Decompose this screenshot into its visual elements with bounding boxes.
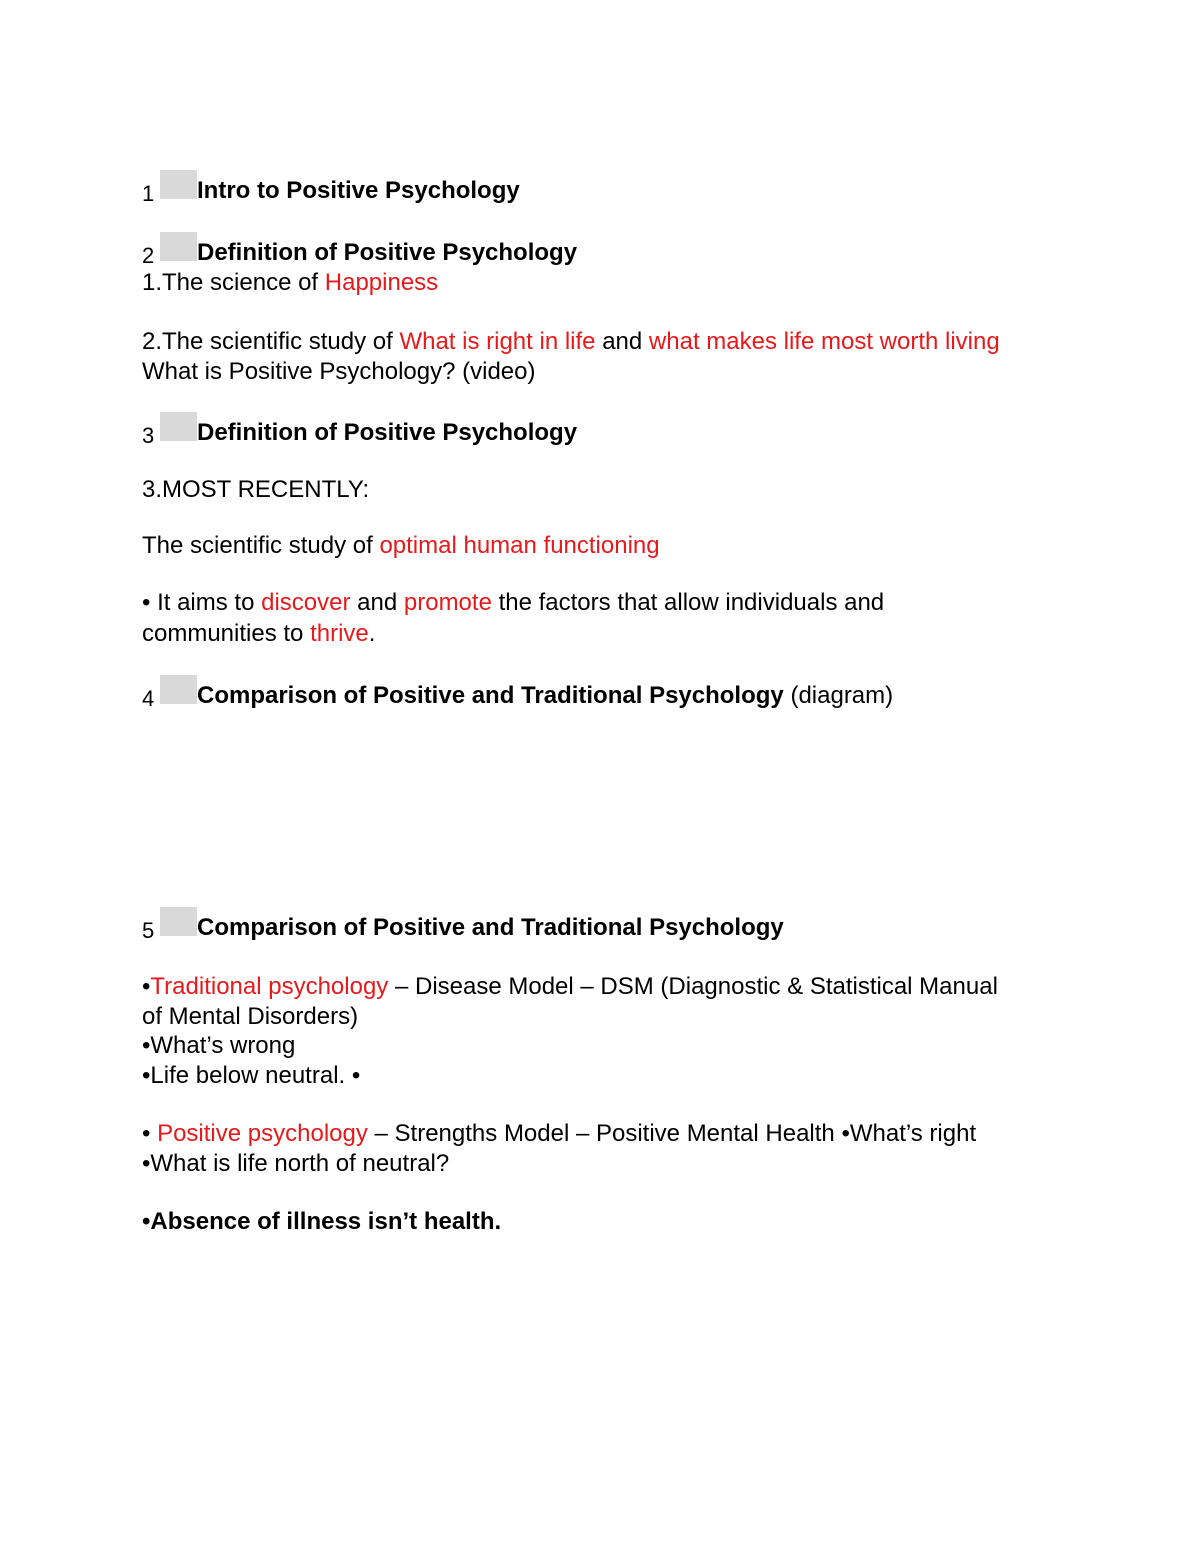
slide-number: 2 xyxy=(142,243,155,268)
aim-line-1 xyxy=(142,588,884,618)
slide-title: Definition of Positive Psychology xyxy=(197,239,578,266)
slide-title-note: (diagram) xyxy=(783,682,894,709)
slide-title-text: Comparison of Positive and Traditional Psychology xyxy=(197,682,784,709)
positive-bullet: • xyxy=(142,1120,158,1147)
slide-number: 4 xyxy=(142,686,155,711)
traditional-item-1: •What’s wrong xyxy=(142,1032,296,1059)
slide-title: Intro to Positive Psychology xyxy=(197,177,520,204)
definition-3-prefix: The scientific study of xyxy=(142,532,380,559)
slide-thumbnail xyxy=(160,675,197,704)
positive-line-1 xyxy=(142,1119,976,1149)
aim-mid-1: and xyxy=(350,589,404,616)
aim2-highlight-thrive: thrive xyxy=(310,620,369,647)
traditional-item-2: •Life below neutral. • xyxy=(142,1062,361,1089)
definition-2 xyxy=(142,327,1000,357)
traditional-bullet: • xyxy=(142,973,151,1000)
video-line: What is Positive Psychology? (video) xyxy=(142,358,536,385)
slide-title xyxy=(197,681,893,711)
traditional-rest: – Disease Model – DSM (Diagnostic & Statistical Manual xyxy=(388,973,998,1000)
traditional-line-2: of Mental Disorders) xyxy=(142,1003,359,1030)
definition-1 xyxy=(142,268,438,298)
definition-3-highlight: optimal human functioning xyxy=(379,532,660,559)
definition-1-prefix: 1.The science of xyxy=(142,269,325,296)
aim2-prefix: communities to xyxy=(142,620,311,647)
slide-thumbnail xyxy=(160,907,197,936)
conclusion-line: •Absence of illness isn’t health. xyxy=(142,1208,502,1235)
slide-title: Comparison of Positive and Traditional Psychology xyxy=(197,914,784,941)
aim-mid-2: the factors that allow individuals and xyxy=(491,589,885,616)
aim-highlight-discover: discover xyxy=(261,589,351,616)
aim-prefix: • It aims to xyxy=(142,589,262,616)
definition-2-prefix: 2.The scientific study of xyxy=(142,328,400,355)
slide-number: 3 xyxy=(142,423,155,448)
traditional-line-1 xyxy=(142,972,998,1002)
aim2-suffix: . xyxy=(368,620,376,647)
aim-highlight-promote: promote xyxy=(403,589,492,616)
positive-item-1: •What is life north of neutral? xyxy=(142,1150,450,1177)
aim-line-2 xyxy=(142,619,375,649)
slide-thumbnail xyxy=(160,170,197,199)
definition-2-middle: and xyxy=(595,328,649,355)
slide-number: 5 xyxy=(142,918,155,943)
definition-2-highlight-2: what makes life most worth living xyxy=(648,328,1000,355)
slide-number: 1 xyxy=(142,181,155,206)
definition-1-highlight: Happiness xyxy=(324,269,439,296)
slide-thumbnail xyxy=(160,412,197,441)
slide-thumbnail xyxy=(160,232,197,261)
definition-2-highlight-1: What is right in life xyxy=(399,328,596,355)
recent-label: 3.MOST RECENTLY: xyxy=(142,476,370,503)
traditional-highlight: Traditional psychology xyxy=(150,973,389,1000)
positive-rest: – Strengths Model – Positive Mental Health •What’s right xyxy=(367,1120,977,1147)
positive-highlight: Positive psychology xyxy=(157,1120,368,1147)
definition-3 xyxy=(142,531,660,561)
slide-title: Definition of Positive Psychology xyxy=(197,419,578,446)
